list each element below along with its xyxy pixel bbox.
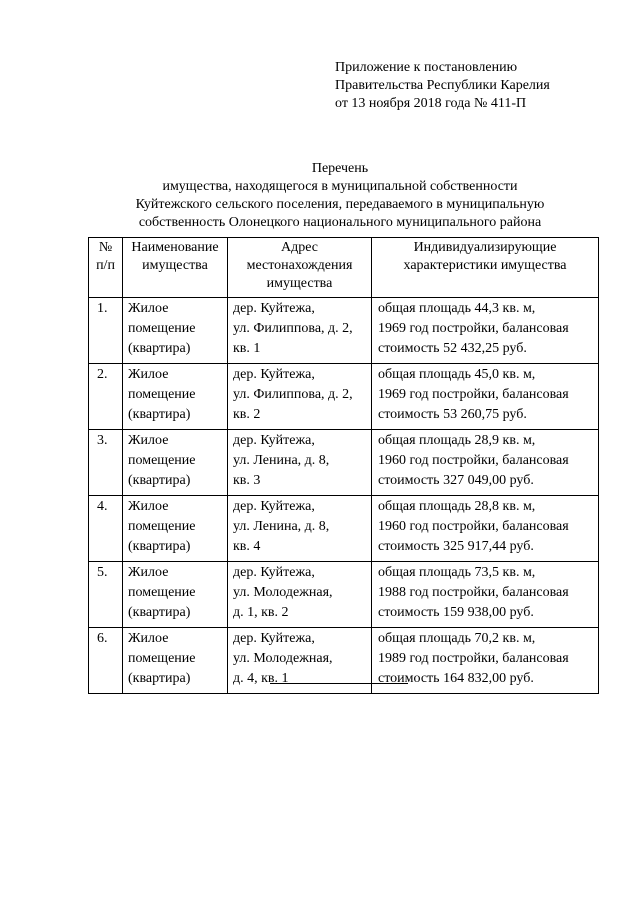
header-name — [123, 238, 228, 298]
appendix-line: Приложение к постановлению — [335, 60, 518, 75]
cell-line: Жилое — [128, 301, 169, 316]
header-line: имущества — [266, 276, 333, 291]
cell-line: общая площадь 73,5 кв. м, — [378, 565, 536, 580]
cell-line: ул. Молодежная, — [233, 585, 333, 600]
cell-line: (квартира) — [128, 341, 191, 356]
title-line: Перечень — [311, 161, 369, 176]
cell-line: общая площадь 45,0 кв. м, — [378, 367, 536, 382]
cell-line: стоимость 159 938,00 руб. — [378, 605, 534, 620]
cell-line: кв. 4 — [233, 539, 261, 554]
appendix-heading — [335, 59, 630, 113]
header-number — [89, 238, 123, 298]
cell-name — [123, 628, 228, 694]
header-characteristics — [372, 238, 599, 298]
header-line: п/п — [96, 258, 115, 273]
cell-line: д. 1, кв. 2 — [233, 605, 289, 620]
cell-line: 1969 год постройки, балансовая — [378, 387, 569, 402]
cell-line: помещение — [128, 585, 196, 600]
table-body — [89, 298, 599, 694]
cell-name — [123, 562, 228, 628]
cell-line: (квартира) — [128, 473, 191, 488]
cell-line: ул. Молодежная, — [233, 651, 333, 666]
cell-address — [228, 496, 372, 562]
cell-number: 3. — [89, 430, 123, 496]
cell-line: дер. Куйтежа, — [233, 499, 315, 514]
header-line: Индивидуализирующие — [413, 240, 557, 255]
cell-line: ул. Ленина, д. 8, — [233, 519, 330, 534]
table-header — [89, 238, 599, 298]
cell-line: общая площадь 28,8 кв. м, — [378, 499, 536, 514]
table-row — [89, 430, 599, 496]
header-line: Наименование — [131, 240, 219, 255]
cell-line: помещение — [128, 519, 196, 534]
title-line: имущества, находящегося в муниципальной собственности — [162, 179, 518, 194]
title-line: собственность Олонецкого национального муниципального района — [138, 215, 542, 230]
cell-line: Жилое — [128, 631, 169, 646]
cell-name — [123, 430, 228, 496]
table-row — [89, 364, 599, 430]
appendix-line: Правительства Республики Карелия — [335, 78, 550, 93]
cell-characteristics — [372, 430, 599, 496]
cell-line: ул. Ленина, д. 8, — [233, 453, 330, 468]
cell-line: (квартира) — [128, 605, 191, 620]
cell-number: 5. — [89, 562, 123, 628]
cell-address — [228, 298, 372, 364]
cell-line: д. 4, кв. 1 — [233, 671, 289, 686]
cell-line: дер. Куйтежа, — [233, 565, 315, 580]
cell-number: 4. — [89, 496, 123, 562]
cell-line: дер. Куйтежа, — [233, 367, 315, 382]
cell-line: (квартира) — [128, 671, 191, 686]
header-row — [89, 238, 599, 298]
cell-line: дер. Куйтежа, — [233, 631, 315, 646]
cell-line: 1989 год постройки, балансовая — [378, 651, 569, 666]
appendix-line: от 13 ноября 2018 года № 411-П — [335, 96, 527, 111]
cell-line: (квартира) — [128, 539, 191, 554]
cell-number: 2. — [89, 364, 123, 430]
cell-line: стоимость 325 917,44 руб. — [378, 539, 534, 554]
cell-line: кв. 1 — [233, 341, 261, 356]
table-row — [89, 562, 599, 628]
cell-line: стоимость 164 832,00 руб. — [378, 671, 534, 686]
cell-line: стоимость 52 432,25 руб. — [378, 341, 527, 356]
cell-line: Жилое — [128, 433, 169, 448]
cell-line: 1960 год постройки, балансовая — [378, 519, 569, 534]
cell-line: Жилое — [128, 367, 169, 382]
cell-line: помещение — [128, 453, 196, 468]
cell-line: кв. 3 — [233, 473, 261, 488]
cell-line: 1969 год постройки, балансовая — [378, 321, 569, 336]
closing-separator-line — [270, 683, 408, 684]
header-address — [228, 238, 372, 298]
title-line: Куйтежского сельского поселения, передаваемого в муниципальную — [135, 197, 545, 212]
cell-line: помещение — [128, 387, 196, 402]
header-line: характеристики имущества — [403, 258, 567, 273]
cell-line: стоимость 327 049,00 руб. — [378, 473, 534, 488]
cell-line: помещение — [128, 651, 196, 666]
cell-number: 6. — [89, 628, 123, 694]
cell-address — [228, 562, 372, 628]
header-line: № — [98, 240, 113, 255]
cell-line: стоимость 53 260,75 руб. — [378, 407, 527, 422]
header-line: местонахождения — [246, 258, 353, 273]
cell-line: Жилое — [128, 565, 169, 580]
cell-line: ул. Филиппова, д. 2, — [233, 387, 353, 402]
cell-characteristics — [372, 496, 599, 562]
cell-line: 1960 год постройки, балансовая — [378, 453, 569, 468]
cell-line: дер. Куйтежа, — [233, 433, 315, 448]
cell-line: общая площадь 44,3 кв. м, — [378, 301, 536, 316]
cell-number: 1. — [89, 298, 123, 364]
cell-name — [123, 364, 228, 430]
table-row — [89, 496, 599, 562]
cell-line: дер. Куйтежа, — [233, 301, 315, 316]
cell-line: 1988 год постройки, балансовая — [378, 585, 569, 600]
cell-characteristics — [372, 298, 599, 364]
cell-characteristics — [372, 562, 599, 628]
cell-line: (квартира) — [128, 407, 191, 422]
header-line: Адрес — [280, 240, 318, 255]
cell-line: ул. Филиппова, д. 2, — [233, 321, 353, 336]
document-title — [60, 160, 620, 232]
cell-characteristics — [372, 364, 599, 430]
cell-line: кв. 2 — [233, 407, 261, 422]
table-row — [89, 298, 599, 364]
cell-line: общая площадь 70,2 кв. м, — [378, 631, 536, 646]
cell-address — [228, 430, 372, 496]
cell-name — [123, 496, 228, 562]
cell-line: помещение — [128, 321, 196, 336]
cell-line: общая площадь 28,9 кв. м, — [378, 433, 536, 448]
cell-line: Жилое — [128, 499, 169, 514]
property-table — [88, 237, 599, 694]
cell-address — [228, 364, 372, 430]
cell-name — [123, 298, 228, 364]
header-line: имущества — [142, 258, 208, 273]
